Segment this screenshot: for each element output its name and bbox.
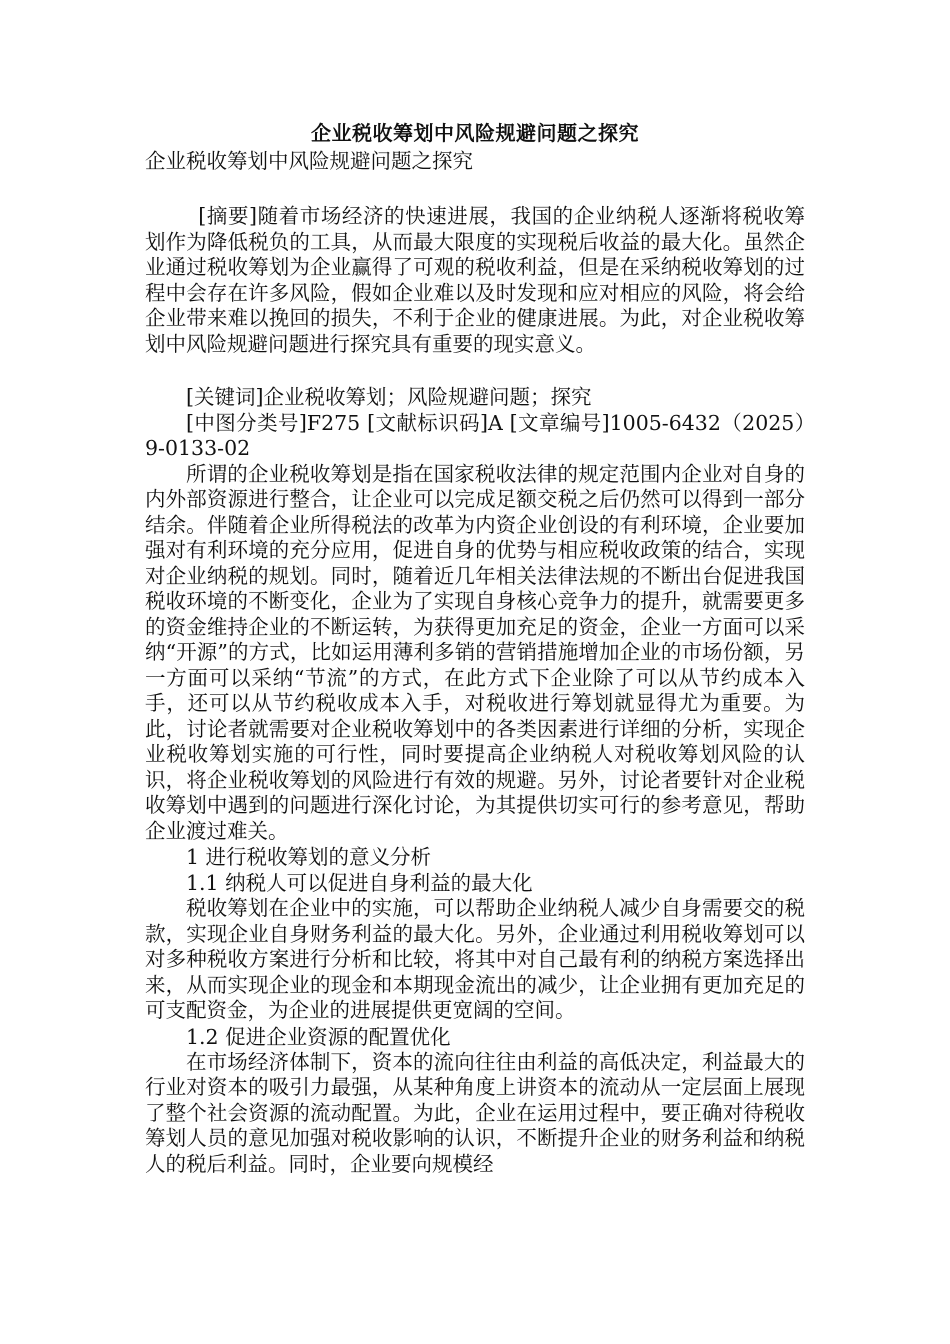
classification-line: [中图分类号]F275 [文献标识码]A [文章编号]1005-6432（2025）9-0133-02	[145, 410, 805, 460]
document-subtitle: 企业税收筹划中风险规避问题之探究	[145, 149, 473, 173]
section-1-2-heading: 1.2 促进企业资源的配置优化	[186, 1024, 451, 1049]
section-1-1-heading: 1.1 纳税人可以促进自身利益的最大化	[186, 871, 533, 895]
intro-paragraph: 所谓的企业税收筹划是指在国家税收法律的规定范围内企业对自身的内外部资源进行整合，让企业可以完成足额交税之后仍然可以得到一部分结余。伴随着企业所得税法的改革为内资企业创设的有利环境，企业要加强对有利环境的充分应用，促进自身的优势与相应税收政策的结合，实现对企业纳税的规划。同时，随着近几年相关法律法规的不断出台促进我国税收环境的不断变化，企业为了实现自身核心竞争力的提升，就需要更多的资金维持企业的不断运转，为获得更加充足的资金，企业一方面可以采纳“开源”的方式，比如运用薄利多销的营销措施增加企业的市场份额，另一方面可以采纳“节流”的方式，在此方式下企业除了可以从节约成本入手，还可以从节约税收成本入手，对税收进行筹划就显得尤为重要。为此，讨论者就需要对企业税收筹划中的各类因素进行详细的分析，实现企业税收筹划实施的可行性，同时要提高企业纳税人对税收筹划风险的认识，将企业税收筹划的风险进行有效的规避。另外，讨论者要针对企业税收筹划中遇到的问题进行深化讨论，为其提供切实可行的参考意见，帮助企业渡过难关。	[145, 461, 805, 843]
abstract-paragraph: [摘要]随着市场经济的快速进展，我国的企业纳税人逐渐将税收筹划作为降低税负的工具，从而最大限度的实现税后收益的最大化。虽然企业通过税收筹划为企业赢得了可观的税收利益，但是在采纳税收筹划的过程中会存在许多风险，假如企业难以及时发现和应对相应的风险，将会给企业带来难以挽回的损失，不利于企业的健康进展。为此，对企业税收筹划中风险规避问题进行探究具有重要的现实意义。	[145, 204, 805, 356]
document-page	[145, 120, 805, 1177]
section-1-1-body: 税收筹划在企业中的实施，可以帮助企业纳税人减少自身需要交的税款，实现企业自身财务利益的最大化。另外，企业通过利用税收筹划可以对多种税收方案进行分析和比较，将其中对自己最有利的纳税方案选择出来，从而实现企业的现金和本期现金流出的减少，让企业拥有更加充足的可支配资金，为企业的进展提供更宽阔的空间。	[145, 896, 805, 1022]
keywords-line: [关键词]企业税收筹划；风险规避问题；探究	[186, 385, 592, 409]
spacer	[145, 357, 805, 385]
spacer	[145, 174, 805, 204]
section-1-heading: 1 进行税收筹划的意义分析	[186, 845, 432, 869]
document-title: 企业税收筹划中风险规避问题之探究	[311, 121, 639, 145]
section-1-2-body: 在市场经济体制下，资本的流向往往由利益的高低决定，利益最大的行业对资本的吸引力最强，从某种角度上讲资本的流动从一定层面上展现了整个社会资源的流动配置。为此，企业在运用过程中，要正确对待税收筹划人员的意见加强对税收影响的认识，不断提升企业的财务利益和纳税人的税后利益。同时，企业要向规模经	[145, 1049, 805, 1176]
